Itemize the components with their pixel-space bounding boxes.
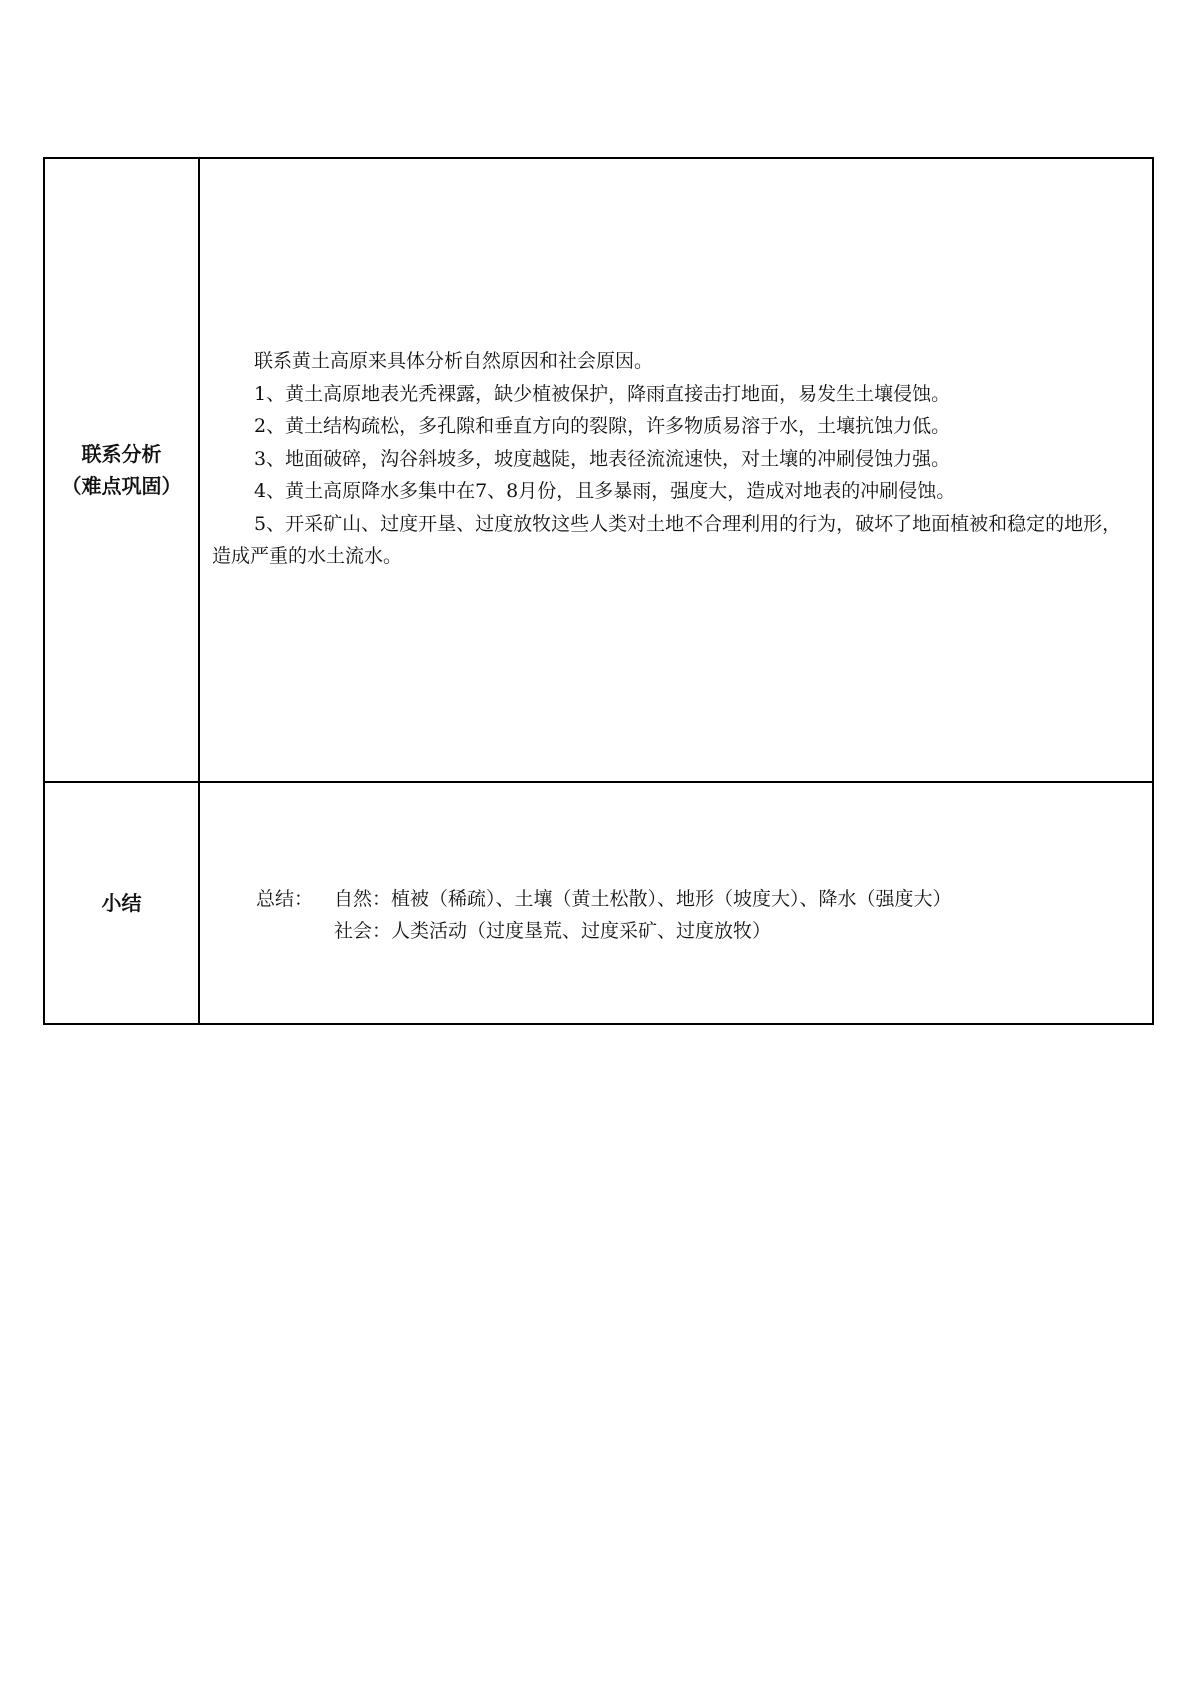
summary-content-cell: [199, 782, 1153, 1024]
summary-natural-line: [200, 883, 1152, 915]
summary-heading: 总结：: [256, 888, 314, 910]
summary-label: 小结: [101, 891, 142, 915]
summary-natural: 自然：植被（稀疏）、土壤（黄土松散）、地形（坡度大）、降水（强度大）: [334, 888, 952, 910]
analysis-intro: 联系黄土高原来具体分析自然原因和社会原因。: [254, 350, 654, 372]
analysis-sublabel: （难点巩固）: [61, 474, 182, 498]
analysis-content-cell: [199, 158, 1153, 782]
analysis-label: 联系分析: [81, 442, 162, 466]
analysis-point-1: 1、黄土高原地表光秃裸露，缺少植被保护，降雨直接击打地面，易发生土壤侵蚀。: [254, 382, 951, 405]
summary-social-line: [200, 915, 1152, 947]
analysis-point-3: 3、地面破碎，沟谷斜坡多，坡度越陡，地表径流流速快，对土壤的冲刷侵蚀力强。: [254, 447, 951, 470]
analysis-text: [212, 345, 1140, 573]
analysis-label-cell: [44, 158, 199, 782]
summary-text: [200, 883, 1152, 947]
summary-label-cell: [44, 782, 199, 1024]
analysis-point-4: 4、黄土高原降水多集中在7、8月份，且多暴雨，强度大，造成对地表的冲刷侵蚀。: [254, 480, 956, 502]
analysis-row: [44, 158, 1153, 782]
analysis-point-2: 2、黄土结构疏松，多孔隙和垂直方向的裂隙，许多物质易溶于水，土壤抗蚀力低。: [254, 415, 951, 437]
lesson-table: [43, 157, 1154, 1025]
analysis-point-5: 5、开采矿山、过度开垦、过度放牧这些人类对土地不合理利用的行为，破坏了地面植被和稳定的地形，造成严重的水土流水。: [212, 512, 1122, 567]
summary-social: 社会：人类活动（过度垦荒、过度采矿、过度放牧）: [334, 920, 772, 942]
summary-row: [44, 782, 1153, 1024]
